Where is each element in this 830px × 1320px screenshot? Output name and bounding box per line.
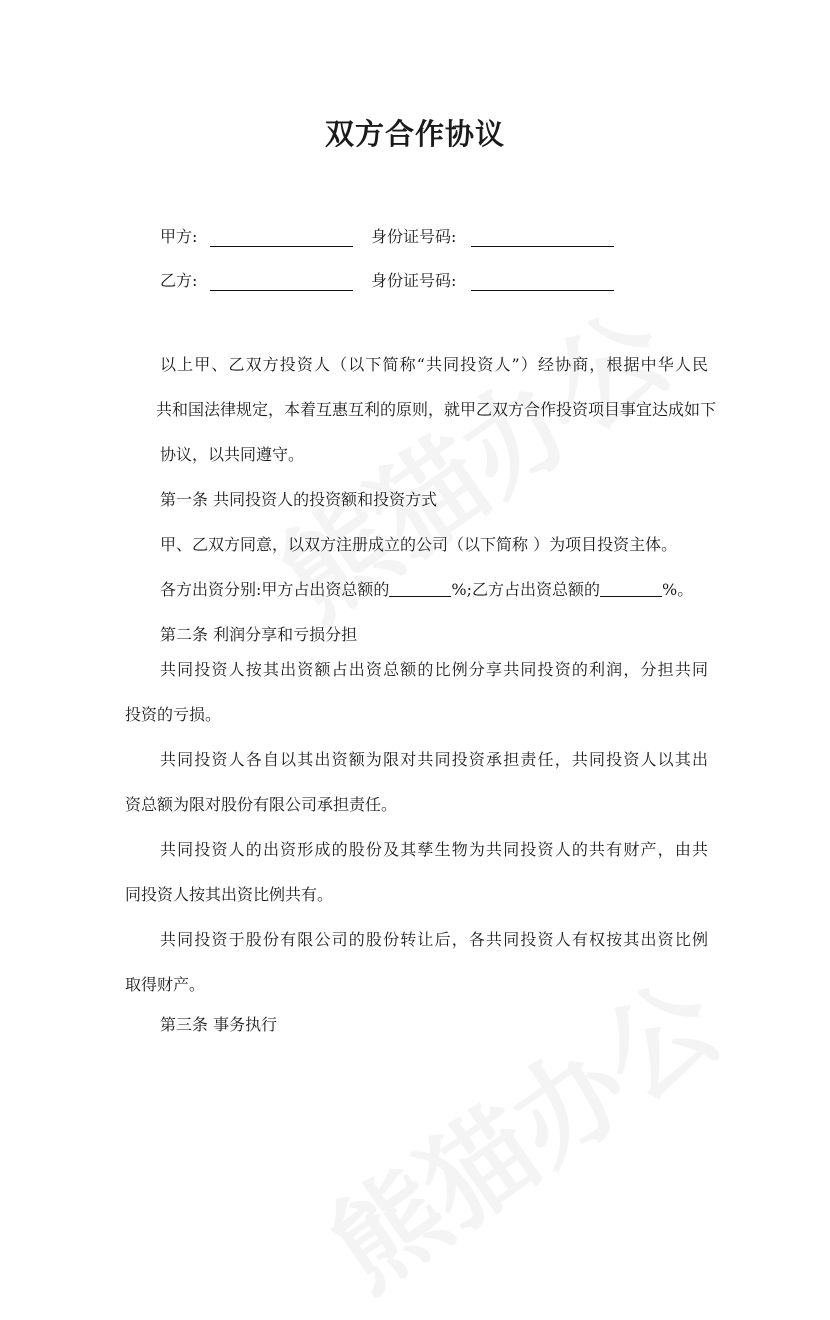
article-1-paragraph-1: 甲、乙双方同意，以双方注册成立的公司（以下简称 ）为项目投资主体。 bbox=[160, 535, 678, 554]
party-a-share-field[interactable] bbox=[389, 580, 451, 597]
contribution-prefix: 各方出资分别:甲方占出资总额的 bbox=[160, 580, 390, 599]
contribution-middle: %;乙方占出资总额的 bbox=[451, 580, 601, 599]
paragraph-line: 取得财产。 bbox=[125, 975, 206, 994]
intro-paragraph bbox=[156, 342, 717, 477]
party-a-name-field[interactable] bbox=[210, 246, 353, 247]
article-2-paragraph bbox=[125, 737, 708, 827]
intro-line: 共和国法律规定，本着互惠互利的原则，就甲乙双方合作投资项目事宜达成如下 bbox=[156, 400, 717, 419]
paragraph-line: 资总额为限对股份有限公司承担责任。 bbox=[125, 795, 398, 814]
article-2-title: 第二条 利润分享和亏损分担 bbox=[160, 625, 358, 644]
party-b-id-field[interactable] bbox=[471, 290, 614, 291]
paragraph-line: 同投资人按其出资比例共有。 bbox=[125, 885, 334, 904]
article-1-title: 第一条 共同投资人的投资额和投资方式 bbox=[160, 490, 438, 509]
party-a-row bbox=[160, 224, 620, 248]
party-b-id-label: 身份证号码: bbox=[371, 271, 457, 290]
paragraph-line: 共同投资于股份有限公司的股份转让后，各共同投资人有权按其出资比例 bbox=[160, 930, 708, 949]
article-2-paragraph bbox=[125, 917, 708, 1007]
party-b-name-field[interactable] bbox=[210, 290, 353, 291]
article-2-paragraph bbox=[125, 827, 708, 917]
article-1-paragraph-2 bbox=[160, 567, 708, 612]
party-b-row bbox=[160, 268, 620, 292]
paragraph-line: 共同投资人各自以其出资额为限对共同投资承担责任，共同投资人以其出 bbox=[160, 750, 708, 769]
paragraph-line: 共同投资人的出资形成的股份及其孳生物为共同投资人的共有财产，由共 bbox=[160, 840, 708, 859]
party-a-id-field[interactable] bbox=[471, 246, 614, 247]
article-2-paragraph bbox=[125, 647, 708, 737]
intro-line: 以上甲、乙双方投资人（以下简称“共同投资人”）经协商，根据中华人民 bbox=[160, 355, 708, 374]
paragraph-line: 投资的亏损。 bbox=[125, 705, 222, 724]
party-b-share-field[interactable] bbox=[600, 580, 662, 597]
document-title: 双方合作协议 bbox=[324, 117, 505, 151]
party-a-label: 甲方: bbox=[160, 227, 198, 246]
intro-line: 协议，以共同遵守。 bbox=[160, 445, 305, 464]
party-a-id-label: 身份证号码: bbox=[371, 227, 457, 246]
paragraph-line: 共同投资人按其出资额占出资总额的比例分享共同投资的利润，分担共同 bbox=[160, 660, 708, 679]
article-3-title: 第三条 事务执行 bbox=[160, 1015, 278, 1034]
contribution-suffix: %。 bbox=[662, 580, 694, 599]
party-b-label: 乙方: bbox=[160, 271, 198, 290]
